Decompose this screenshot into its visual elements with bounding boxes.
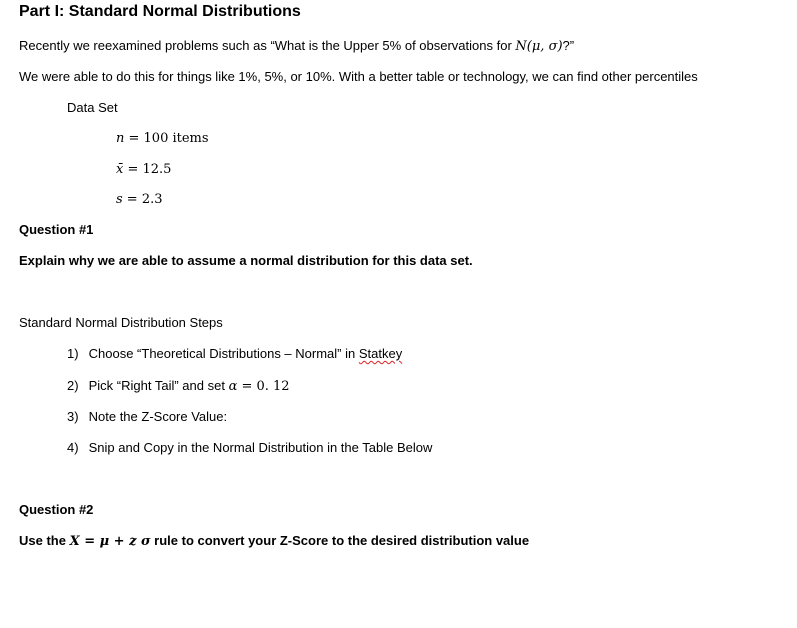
steps-heading: Standard Normal Distribution Steps <box>19 315 223 330</box>
statkey-text: Statkey <box>358 346 403 361</box>
step-item <box>67 440 432 456</box>
step-number: 4) <box>67 440 79 455</box>
question-2-label: Question #2 <box>19 502 94 517</box>
step-text: Snip and Copy in the Normal Distribution in the Table Below <box>88 440 433 455</box>
question-1-text: Explain why we are able to assume a normal distribution for this data set. <box>19 253 473 268</box>
intro-line-1-prefix: Recently we reexamined problems such as “What is the Upper 5% of observations for <box>19 38 516 53</box>
step-text: Pick “Right Tail” and set <box>88 378 229 393</box>
intro-line-2: We were able to do this for things like 1%, 5%, or 10%. With a better table or technology, we can find other percentiles <box>19 69 698 84</box>
step-text: Choose “Theoretical Distributions – Normal” in <box>88 346 359 361</box>
step-text: Note the Z-Score Value: <box>88 409 228 424</box>
dataset-mean <box>116 162 171 178</box>
step-number: 3) <box>67 409 79 424</box>
conversion-formula: X = μ + z σ <box>69 534 151 549</box>
dataset-n <box>116 131 209 147</box>
intro-line-1 <box>19 38 574 55</box>
step-number: 1) <box>67 346 79 361</box>
dataset-label: Data Set <box>67 100 118 115</box>
step-item <box>67 378 290 395</box>
question-2-text <box>19 533 529 550</box>
alpha-symbol: α <box>228 379 238 394</box>
question-2-prefix: Use the <box>19 533 70 548</box>
n-value: = 100 items <box>124 131 209 146</box>
question-2-suffix: rule to convert your Z-Score to the desired distribution value <box>150 533 530 548</box>
normal-notation: N(μ, σ) <box>515 39 563 54</box>
xbar-value: = 12.5 <box>123 162 172 177</box>
s-value: = 2.3 <box>122 192 163 207</box>
alpha-value: = 0. 12 <box>237 379 290 394</box>
step-item <box>67 409 227 425</box>
s-symbol: s <box>116 192 123 207</box>
dataset-sd <box>116 192 163 208</box>
step-number: 2) <box>67 378 79 393</box>
step-item <box>67 346 402 362</box>
intro-line-1-suffix: ?” <box>562 38 575 53</box>
question-1-label: Question #1 <box>19 222 94 237</box>
page-title: Part I: Standard Normal Distributions <box>19 3 301 20</box>
xbar-symbol: x̄ <box>116 162 124 177</box>
n-symbol: n <box>116 131 125 146</box>
